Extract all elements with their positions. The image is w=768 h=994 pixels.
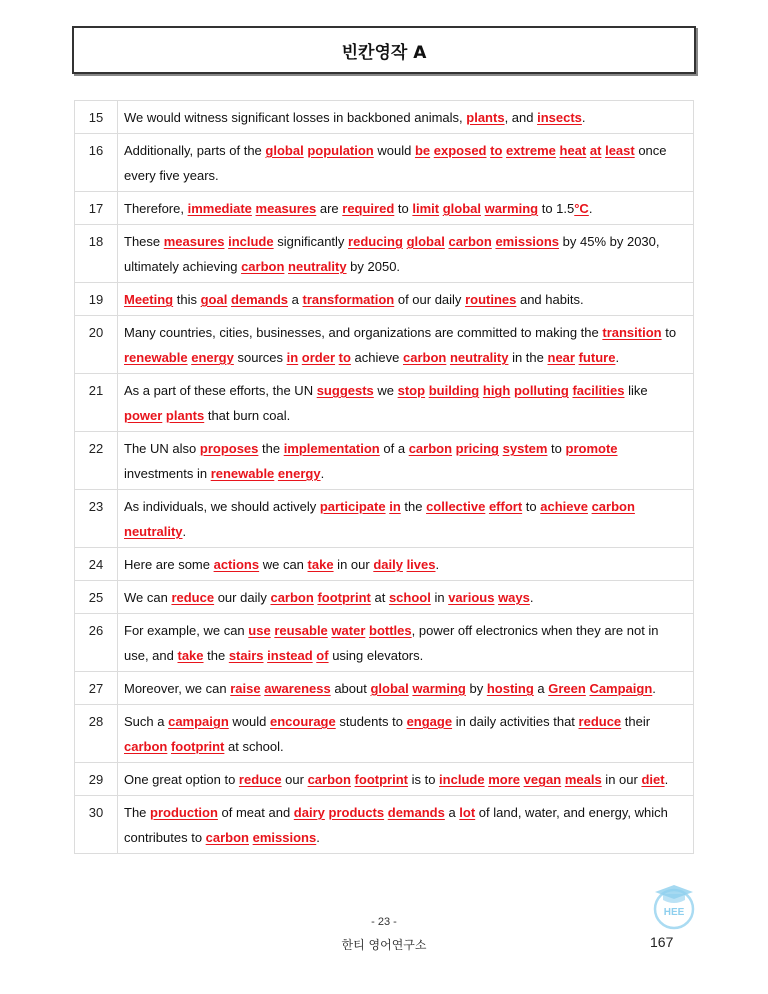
keyword-blank: effort xyxy=(488,499,523,514)
keyword-blank: take xyxy=(307,557,334,572)
keyword-blank: polluting xyxy=(513,383,569,398)
sentence-row xyxy=(75,316,694,374)
sentence-number: 25 xyxy=(75,581,118,614)
sentence-fragment: in our xyxy=(333,557,374,572)
keyword-blank: reusable xyxy=(274,623,328,638)
sentence-row xyxy=(75,672,694,705)
sentence-fragment: is to xyxy=(407,772,440,787)
sentence-table-body xyxy=(75,101,694,854)
keyword-blank: plants xyxy=(165,408,205,423)
sentence-fragment: to xyxy=(547,441,566,456)
keyword-blank: campaign xyxy=(168,714,229,729)
keyword-blank: footprint xyxy=(354,772,408,787)
keyword-blank: renewable xyxy=(124,350,188,365)
sentence-fragment: we xyxy=(373,383,398,398)
sentence-fragment: We can xyxy=(124,590,172,605)
keyword-blank: raise xyxy=(230,681,261,696)
keyword-blank: stop xyxy=(397,383,426,398)
keyword-blank: water xyxy=(331,623,366,638)
keyword-blank: near xyxy=(547,350,575,365)
sentence-text xyxy=(118,316,694,374)
sentence-fragment: These xyxy=(124,234,164,249)
sentence-fragment: Therefore, xyxy=(124,201,188,216)
keyword-blank: in xyxy=(286,350,299,365)
keyword-blank: energy xyxy=(191,350,234,365)
sentence-fragment: We would witness significant losses in backboned animals, xyxy=(124,110,467,125)
keyword-blank: emissions xyxy=(252,830,317,845)
sentence-fragment: would xyxy=(228,714,270,729)
sentence-row xyxy=(75,614,694,672)
sentence-fragment: , power off electronics when they are not in use, and xyxy=(124,623,659,663)
keyword-blank: building xyxy=(428,383,480,398)
sentence-row xyxy=(75,283,694,316)
sentence-fragment: a xyxy=(288,292,303,307)
sentence-text xyxy=(118,763,694,796)
sentence-fragment: For example, we can xyxy=(124,623,249,638)
sentence-number: 20 xyxy=(75,316,118,374)
keyword-blank: reducing xyxy=(348,234,403,249)
keyword-blank: neutrality xyxy=(288,259,347,274)
sentence-text xyxy=(118,614,694,672)
sentence-number: 27 xyxy=(75,672,118,705)
keyword-blank: include xyxy=(228,234,274,249)
sentence-fragment: by xyxy=(465,681,487,696)
sentence-row xyxy=(75,581,694,614)
keyword-blank: school xyxy=(388,590,431,605)
keyword-blank: neutrality xyxy=(449,350,509,365)
sentence-fragment: of a xyxy=(379,441,409,456)
keyword-blank: to xyxy=(338,350,351,365)
sentence-fragment: in the xyxy=(508,350,548,365)
sentence-fragment: One great option to xyxy=(124,772,239,787)
sentence-fragment: the xyxy=(203,648,229,663)
keyword-blank: extreme xyxy=(506,143,556,158)
sentence-fragment: the xyxy=(400,499,427,514)
sentence-number: 19 xyxy=(75,283,118,316)
keyword-blank: warming xyxy=(484,201,539,216)
page-title: 빈칸영작 A xyxy=(72,26,696,74)
keyword-blank: global xyxy=(370,681,409,696)
sentence-fragment: As individuals, we should actively xyxy=(124,499,320,514)
sentence-text xyxy=(118,374,694,432)
keyword-blank: instead xyxy=(267,648,313,663)
keyword-blank: carbon xyxy=(307,772,351,787)
keyword-blank: carbon xyxy=(448,234,492,249)
keyword-blank: of xyxy=(316,648,329,663)
keyword-blank: use xyxy=(248,623,271,638)
sentence-fragment: . xyxy=(615,350,620,365)
keyword-blank: ways xyxy=(498,590,530,605)
sentence-fragment: this xyxy=(173,292,201,307)
sentence-number: 29 xyxy=(75,763,118,796)
sentence-fragment: . xyxy=(320,466,325,481)
sentence-fragment: . xyxy=(182,524,187,539)
sentence-fragment: at xyxy=(370,590,389,605)
sentence-fragment: at school. xyxy=(224,739,284,754)
sentence-fragment: to xyxy=(661,325,677,340)
sentence-fragment: that burn coal. xyxy=(204,408,291,423)
keyword-blank: immediate xyxy=(187,201,252,216)
sentence-text xyxy=(118,705,694,763)
keyword-blank: bottles xyxy=(369,623,412,638)
sentence-fragment: As a part of these efforts, the UN xyxy=(124,383,317,398)
sentence-fragment: our xyxy=(281,772,308,787)
keyword-blank: actions xyxy=(213,557,260,572)
sentence-number: 16 xyxy=(75,134,118,192)
sentence-text xyxy=(118,490,694,548)
sentence-row xyxy=(75,490,694,548)
keyword-blank: lives xyxy=(406,557,436,572)
keyword-blank: awareness xyxy=(264,681,331,696)
sentence-fragment: in our xyxy=(601,772,642,787)
keyword-blank: reduce xyxy=(578,714,622,729)
sentence-fragment: . xyxy=(652,681,656,696)
sentence-fragment: achieve xyxy=(350,350,403,365)
sentence-fragment: . xyxy=(529,590,534,605)
keyword-blank: carbon xyxy=(241,259,285,274)
sentence-fragment: their xyxy=(621,714,651,729)
sentence-fragment: sources xyxy=(233,350,287,365)
sentence-row xyxy=(75,796,694,854)
keyword-blank: at xyxy=(589,143,602,158)
sentence-fragment: . xyxy=(664,772,669,787)
keyword-blank: dairy xyxy=(293,805,325,820)
sentence-fragment: we can xyxy=(259,557,308,572)
keyword-blank: achieve xyxy=(540,499,588,514)
keyword-blank: Green xyxy=(548,681,586,696)
keyword-blank: suggests xyxy=(316,383,374,398)
keyword-blank: global xyxy=(442,201,481,216)
keyword-blank: various xyxy=(448,590,495,605)
sentence-number: 18 xyxy=(75,225,118,283)
sentence-fragment: The xyxy=(124,805,151,820)
sentence-fragment: , and xyxy=(504,110,538,125)
keyword-blank: daily xyxy=(373,557,403,572)
keyword-blank: Meeting xyxy=(124,292,174,307)
keyword-blank: measures xyxy=(163,234,225,249)
keyword-blank: meals xyxy=(564,772,602,787)
sentence-text xyxy=(118,134,694,192)
sentence-text xyxy=(118,192,694,225)
sentence-text xyxy=(118,283,694,316)
sentence-fragment: Here are some xyxy=(124,557,214,572)
keyword-blank: measures xyxy=(255,201,317,216)
keyword-blank: take xyxy=(177,648,204,663)
keyword-blank: stairs xyxy=(228,648,264,663)
keyword-blank: warming xyxy=(412,681,466,696)
keyword-blank: implementation xyxy=(283,441,380,456)
keyword-blank: encourage xyxy=(269,714,336,729)
sentence-text xyxy=(118,225,694,283)
sentence-fragment: about xyxy=(330,681,371,696)
keyword-blank: high xyxy=(482,383,511,398)
sentence-row xyxy=(75,225,694,283)
keyword-blank: transformation xyxy=(302,292,395,307)
sentence-fragment: significantly xyxy=(273,234,349,249)
keyword-blank: collective xyxy=(426,499,486,514)
keyword-blank: engage xyxy=(406,714,453,729)
keyword-blank: future xyxy=(578,350,616,365)
keyword-blank: demands xyxy=(387,805,445,820)
keyword-blank: transition xyxy=(602,325,662,340)
sentence-number: 30 xyxy=(75,796,118,854)
page-number: 167 xyxy=(650,934,674,950)
keyword-blank: footprint xyxy=(317,590,371,605)
keyword-blank: include xyxy=(439,772,485,787)
keyword-blank: global xyxy=(406,234,445,249)
sentence-row xyxy=(75,432,694,490)
keyword-blank: routines xyxy=(465,292,517,307)
sentence-fragment: would xyxy=(373,143,415,158)
keyword-blank: reduce xyxy=(171,590,215,605)
sentence-fragment: of our daily xyxy=(394,292,466,307)
keyword-blank: more xyxy=(488,772,520,787)
sentence-fragment: once every five years. xyxy=(124,143,667,183)
keyword-blank: carbon xyxy=(205,830,249,845)
keyword-blank: pricing xyxy=(455,441,499,456)
keyword-blank: carbon xyxy=(270,590,314,605)
keyword-blank: renewable xyxy=(210,466,275,481)
keyword-blank: in xyxy=(389,499,401,514)
sentence-fragment: investments in xyxy=(124,466,211,481)
keyword-blank: hosting xyxy=(486,681,534,696)
sentence-text xyxy=(118,581,694,614)
sentence-fragment: of land, water, and energy, which contributes to xyxy=(124,805,668,845)
sentence-fragment: Such a xyxy=(124,714,169,729)
keyword-blank: system xyxy=(502,441,548,456)
sentence-text xyxy=(118,672,694,705)
sentence-number: 23 xyxy=(75,490,118,548)
keyword-blank: promote xyxy=(565,441,618,456)
keyword-blank: required xyxy=(342,201,395,216)
keyword-blank: exposed xyxy=(433,143,487,158)
sentence-fragment: Moreover, we can xyxy=(124,681,231,696)
keyword-blank: vegan xyxy=(523,772,562,787)
keyword-blank: heat xyxy=(559,143,587,158)
sentence-fragment: Additionally, parts of the xyxy=(124,143,266,158)
hee-logo-icon xyxy=(651,880,697,930)
sentence-fragment: to xyxy=(522,499,541,514)
keyword-blank: facilities xyxy=(572,383,625,398)
keyword-blank: global xyxy=(265,143,304,158)
keyword-blank: population xyxy=(307,143,374,158)
sentence-row xyxy=(75,134,694,192)
sentence-fragment: in daily activities that xyxy=(452,714,579,729)
sentence-fragment: like xyxy=(624,383,648,398)
keyword-blank: neutrality xyxy=(124,524,183,539)
keyword-blank: emissions xyxy=(495,234,560,249)
organization-name: 한티 영어연구소 xyxy=(341,938,427,952)
keyword-blank: diet xyxy=(641,772,665,787)
sentence-row xyxy=(75,192,694,225)
sentence-fragment: by 45% by 2030, ultimately achieving xyxy=(124,234,660,274)
sentence-text xyxy=(118,796,694,854)
sentence-number: 22 xyxy=(75,432,118,490)
keyword-blank: Campaign xyxy=(589,681,653,696)
sentence-fragment: a xyxy=(533,681,549,696)
keyword-blank: carbon xyxy=(124,739,168,754)
sentence-number: 15 xyxy=(75,101,118,134)
sentence-row xyxy=(75,705,694,763)
keyword-blank: reduce xyxy=(238,772,282,787)
sentence-fragment: and habits. xyxy=(516,292,584,307)
page-marker: - 23 - xyxy=(371,916,397,928)
sentence-fragment: The UN also xyxy=(124,441,200,456)
keyword-blank: carbon xyxy=(408,441,453,456)
sentence-row xyxy=(75,374,694,432)
keyword-blank: production xyxy=(150,805,218,820)
keyword-blank: insects xyxy=(537,110,582,125)
sentence-number: 24 xyxy=(75,548,118,581)
keyword-blank: limit xyxy=(412,201,440,216)
keyword-blank: order xyxy=(301,350,336,365)
sentence-fragment: by 2050. xyxy=(346,259,401,274)
keyword-blank: demands xyxy=(230,292,289,307)
sentence-text xyxy=(118,548,694,581)
sentence-fragment: our daily xyxy=(214,590,271,605)
keyword-blank: least xyxy=(605,143,635,158)
sentence-row xyxy=(75,548,694,581)
sentence-fragment: a xyxy=(444,805,460,820)
sentence-text xyxy=(118,432,694,490)
keyword-blank: participate xyxy=(319,499,386,514)
sentence-fragment: . xyxy=(435,557,440,572)
keyword-blank: products xyxy=(328,805,385,820)
sentence-fragment: using elevators. xyxy=(328,648,424,663)
sentence-fragment: to xyxy=(394,201,413,216)
keyword-blank: carbon xyxy=(591,499,635,514)
sentence-row xyxy=(75,763,694,796)
keyword-blank: footprint xyxy=(170,739,225,754)
sentence-fragment: in xyxy=(430,590,449,605)
sentence-fragment: to 1.5 xyxy=(538,201,575,216)
keyword-blank: plants xyxy=(466,110,505,125)
keyword-blank: lot xyxy=(459,805,476,820)
sentence-fragment: of meat and xyxy=(217,805,294,820)
keyword-blank: energy xyxy=(277,466,321,481)
keyword-blank: carbon xyxy=(402,350,447,365)
keyword-blank: power xyxy=(124,408,163,423)
sentence-number: 17 xyxy=(75,192,118,225)
sentence-number: 28 xyxy=(75,705,118,763)
sentence-text xyxy=(118,101,694,134)
sentence-fragment: are xyxy=(316,201,343,216)
sentence-fragment: . xyxy=(316,830,320,845)
sentence-fragment: the xyxy=(258,441,284,456)
keyword-blank: proposes xyxy=(199,441,259,456)
keyword-blank: goal xyxy=(200,292,228,307)
sentence-row xyxy=(75,101,694,134)
sentence-number: 26 xyxy=(75,614,118,672)
sentence-table xyxy=(74,100,694,854)
keyword-blank: °C xyxy=(574,201,589,216)
logo-text: HEE xyxy=(663,907,685,918)
sentence-fragment: Many countries, cities, businesses, and organizations are committed to making the xyxy=(124,325,603,340)
sentence-fragment: . xyxy=(581,110,586,125)
keyword-blank: to xyxy=(490,143,503,158)
sentence-number: 21 xyxy=(75,374,118,432)
sentence-fragment: students to xyxy=(335,714,407,729)
sentence-fragment: . xyxy=(588,201,593,216)
keyword-blank: be xyxy=(414,143,431,158)
